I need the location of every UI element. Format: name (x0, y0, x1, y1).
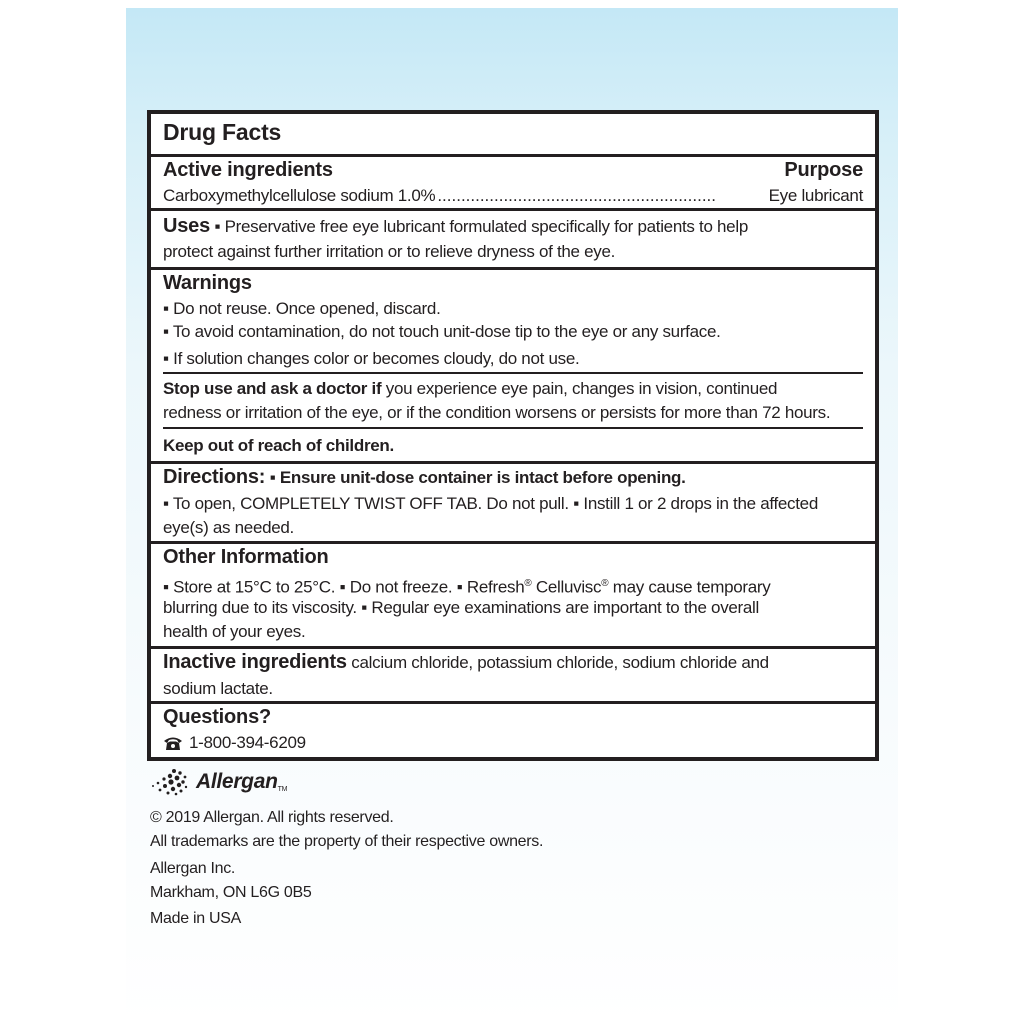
active-ingredients-heading: Active ingredients (163, 159, 333, 181)
trademarks-text: All trademarks are the property of their respective owners. (150, 833, 544, 850)
divider (151, 154, 875, 157)
directions-item-3-end: eye(s) as needed. (163, 518, 294, 537)
allergan-logo-icon (150, 767, 192, 797)
bullet-icon: ▪ (163, 349, 174, 368)
bullet-icon: ▪ (269, 468, 280, 487)
uses-heading: Uses (163, 215, 211, 237)
stop-use-line-1 (163, 377, 777, 401)
bullet-icon: ▪ (456, 577, 467, 597)
bullet-icon: ▪ (163, 322, 173, 341)
active-ingredient-row (163, 184, 863, 208)
drug-facts-box (147, 110, 879, 761)
directions-item-3: Instill 1 or 2 drops in the affected (583, 494, 818, 513)
freeze-text: Do not freeze. (349, 577, 453, 597)
inactive-heading: Inactive ingredients (163, 651, 347, 673)
uses-text-2: protect against further irritation or to relieve dryness of the eye. (163, 242, 616, 261)
country-of-origin: Made in USA (150, 910, 241, 927)
company-address: Markham, ON L6G 0B5 (150, 884, 312, 901)
company-name: Allergan Inc. (150, 860, 236, 877)
divider (151, 267, 875, 270)
bullet-icon: ▪ (163, 577, 174, 597)
bullet-icon: ▪ (361, 598, 372, 617)
telephone-icon (163, 735, 183, 751)
trademark-mark: TM (277, 786, 288, 793)
copyright-text: © 2019 Allergan. All rights reserved. (150, 809, 394, 826)
viscosity-text: may cause temporary (612, 577, 771, 597)
other-information-heading: Other Information (163, 546, 329, 568)
blurring-text: blurring due to its viscosity. (163, 598, 357, 617)
keep-out-of-reach: Keep out of reach of children. (163, 436, 394, 455)
bullet-icon: ▪ (214, 217, 225, 236)
divider-thin (163, 427, 863, 429)
active-ingredient: Carboxymethylcellulose sodium 1.0% (163, 186, 436, 205)
warnings-heading: Warnings (163, 272, 252, 294)
uses-text-1: Preservative free eye lubricant formulated specifically for patients to help (224, 217, 748, 236)
divider-thin (163, 372, 863, 374)
warning-text: To avoid contamination, do not touch unit-dose tip to the eye or any surface. (172, 322, 721, 341)
divider (151, 208, 875, 211)
stop-use-label: Stop use and ask a doctor if (163, 379, 382, 398)
warning-item (163, 347, 579, 371)
directions-line-2 (163, 492, 818, 516)
registered-mark: ® (601, 578, 609, 589)
inactive-text-2: sodium lactate. (163, 679, 273, 698)
exam-text: Regular eye examinations are important to the overall (371, 598, 760, 617)
divider (151, 701, 875, 704)
allergan-wordmark: Allergan (196, 770, 278, 793)
uses-line-1 (163, 215, 748, 239)
drug-facts-title: Drug Facts (163, 119, 282, 145)
directions-heading: Directions: (163, 466, 266, 488)
warning-text: Do not reuse. Once opened, discard. (173, 299, 441, 318)
allergan-logo (150, 767, 287, 797)
purpose-heading: Purpose (784, 159, 863, 181)
brand-refresh: Refresh (466, 577, 525, 597)
warning-text: If solution changes color or becomes cloudy, do not use. (173, 349, 580, 368)
other-line-2 (163, 596, 759, 620)
warning-item (163, 320, 721, 344)
stop-use-text-2: redness or irritation of the eye, or if the condition worsens or persists for more than 72 hours. (163, 403, 831, 422)
dot-leader: ........................................................... (437, 186, 716, 205)
divider (151, 646, 875, 649)
directions-line-1 (163, 466, 686, 490)
registered-mark: ® (524, 578, 532, 589)
bullet-icon: ▪ (163, 494, 173, 513)
questions-heading: Questions? (163, 706, 272, 728)
bullet-icon: ▪ (339, 577, 350, 597)
inactive-text-1: calcium chloride, potassium chloride, sodium chloride and (351, 653, 769, 672)
phone-number: 1-800-394-6209 (189, 733, 306, 752)
active-purpose: Eye lubricant (768, 186, 863, 205)
bullet-icon: ▪ (163, 299, 174, 318)
brand-celluvisc: Celluvisc (535, 577, 602, 597)
other-line-3: health of your eyes. (163, 622, 306, 641)
divider (151, 541, 875, 544)
directions-item-2: To open, COMPLETELY TWIST OFF TAB. Do not pull. (172, 494, 569, 513)
directions-bold-item: Ensure unit-dose container is intact before opening. (279, 468, 686, 487)
stop-use-text-1: you experience eye pain, changes in vision, continued (385, 379, 778, 398)
phone-row (163, 731, 306, 755)
bullet-icon: ▪ (573, 494, 584, 513)
storage-text: Store at 15°C to 25°C. (173, 577, 336, 597)
divider (151, 461, 875, 464)
warning-item (163, 297, 441, 321)
inactive-line-1 (163, 651, 769, 675)
